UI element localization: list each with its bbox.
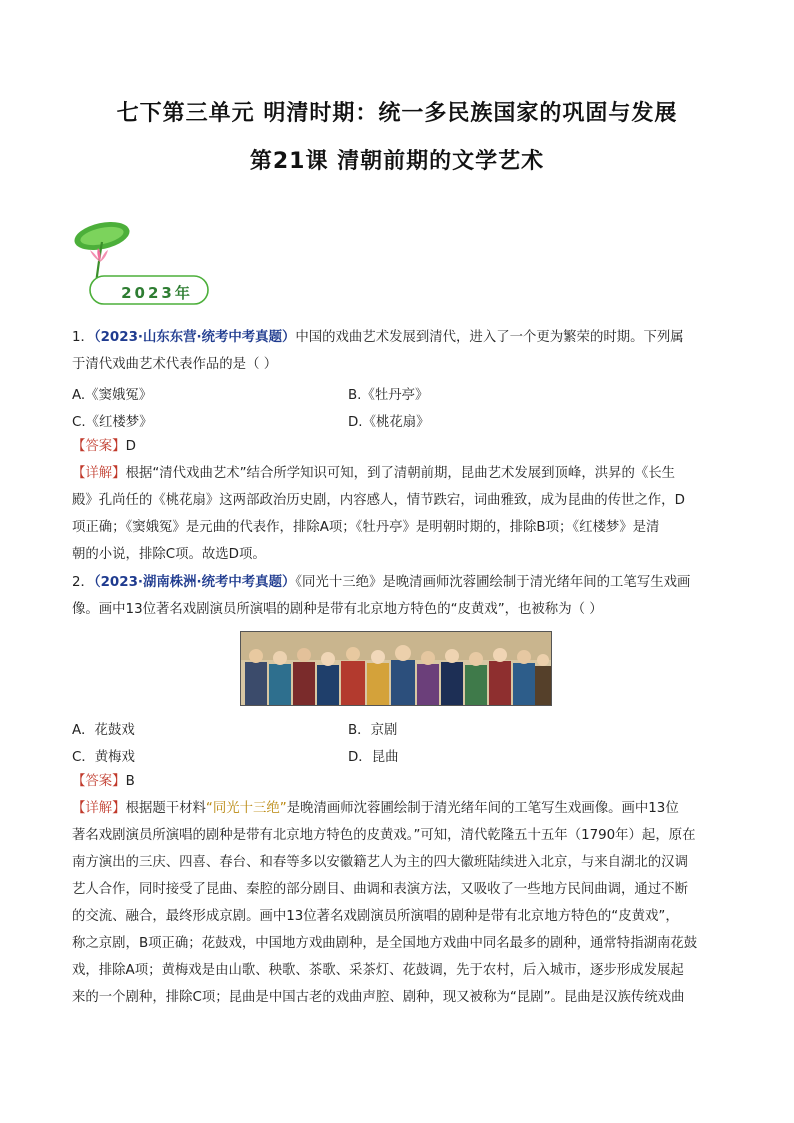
q2-option-c: C．黄梅戏 — [72, 750, 135, 765]
q1-source: （2023·山东东营·统考中考真题） — [93, 330, 296, 345]
q2-source: （2023·湖南株洲·统考中考真题） — [93, 575, 296, 590]
q1-explain-line: 朝的小说，排除C项。故选D项。 — [72, 547, 266, 562]
q2-explain-line: 戏，排除A项；黄梅戏是由山歌、秧歌、茶歌、采茶灯、花鼓调，先于农村，后入城市，逐步形成发展起 — [72, 963, 684, 978]
q1-explain-line: 【详解】根据“清代戏曲艺术”结合所学知识可知，到了清朝前期，昆曲艺术发展到顶峰，洪昇的《长生 — [72, 466, 676, 481]
q2-answer-value: B — [125, 774, 135, 789]
q2-stem — [72, 574, 724, 592]
q2-explain-label: 【详解】 — [72, 801, 126, 816]
q2-stem-line2: 像。画中13位著名戏剧演员所演唱的剧种是带有北京地方特色的“皮黄戏”，也被称为（ ） — [72, 602, 603, 617]
q1-option-a: A.《窦娥冤》 — [72, 388, 153, 403]
q2-explain-line: 南方演出的三庆、四喜、春台、和春等多以安徽籍艺人为主的四大徽班陆续进入北京，与来自湖北的汉调 — [72, 855, 688, 870]
year-badge — [72, 196, 212, 306]
q2-explain-line: 著名戏剧演员所演唱的剧种是带有北京地方特色的皮黄戏。”可知，清代乾隆五十五年（1790年）起，原在 — [72, 828, 696, 843]
q2-option-b: B．京剧 — [348, 723, 398, 738]
q2-explain-line: 【详解】根据题干材料“同光十三绝”是晚清画师沈蓉圃绘制于清光绪年间的工笔写生戏画像。画中13位 — [72, 801, 679, 816]
q2-highlight: “同光十三绝” — [205, 801, 287, 816]
q1-stem-line2: 于清代戏曲艺术代表作品的是（ ） — [72, 357, 278, 372]
q2-number: 2． — [72, 575, 94, 590]
q1-stem-line1: 中国的戏曲艺术发展到清代，进入了一个更为繁荣的时期。下列属 — [295, 330, 684, 345]
q2-explain-line: 的交流、融合，最终形成京剧。画中13位著名戏剧演员所演唱的剧种是带有北京地方特色的“皮黄戏”， — [72, 909, 679, 924]
q1-explain-label: 【详解】 — [72, 466, 126, 481]
q2-answer-label: 【答案】 — [72, 774, 126, 789]
q2-stem-line1: 《同光十三绝》是晚清画师沈蓉圃绘制于清光绪年间的工笔写生戏画 — [295, 575, 691, 590]
q2-explain-line: 艺人合作，同时接受了昆曲、秦腔的部分剧目、曲调和表演方法，又吸收了一些地方民间曲调，通过不断 — [72, 882, 688, 897]
q1-stem — [72, 329, 724, 347]
q1-explain-line: 殿》孔尚任的《桃花扇》这两部政治历史剧，内容感人，情节跌宕，词曲雅致，成为昆曲的传世之作，D — [72, 493, 685, 508]
q2-explain-line: 称之京剧，B项正确；花鼓戏，中国地方戏曲剧种，是全国地方戏曲中同名最多的剧种，通常特指湖南花鼓 — [72, 936, 698, 951]
q1-answer — [72, 438, 724, 456]
page-title: 七下第三单元 明清时期：统一多民族国家的巩固与发展 — [116, 101, 678, 126]
q2-explain-line: 来的一个剧种，排除C项；昆曲是中国古老的戏曲声腔、剧种，现又被称为“昆剧”。昆曲是汉族传统戏曲 — [72, 990, 685, 1005]
q1-explain-line: 项正确；《窦娥冤》是元曲的代表作，排除A项；《牡丹亭》是明朝时期的，排除B项；《红楼梦》是清 — [72, 520, 660, 535]
q2-answer — [72, 773, 724, 791]
q2-option-a: A．花鼓戏 — [72, 723, 135, 738]
q1-option-b: B.《牡丹亭》 — [348, 388, 429, 403]
year-label: 2023年 — [121, 284, 193, 302]
opera-painting-image — [240, 631, 552, 706]
q1-option-c: C.《红楼梦》 — [72, 415, 153, 430]
lesson-title: 第21课 清朝前期的文学艺术 — [249, 149, 545, 174]
q1-number: 1． — [72, 330, 94, 345]
q1-option-d: D.《桃花扇》 — [348, 415, 430, 430]
q1-answer-label: 【答案】 — [72, 439, 126, 454]
q2-option-d: D．昆曲 — [348, 750, 399, 765]
q1-answer-value: D — [125, 439, 136, 454]
